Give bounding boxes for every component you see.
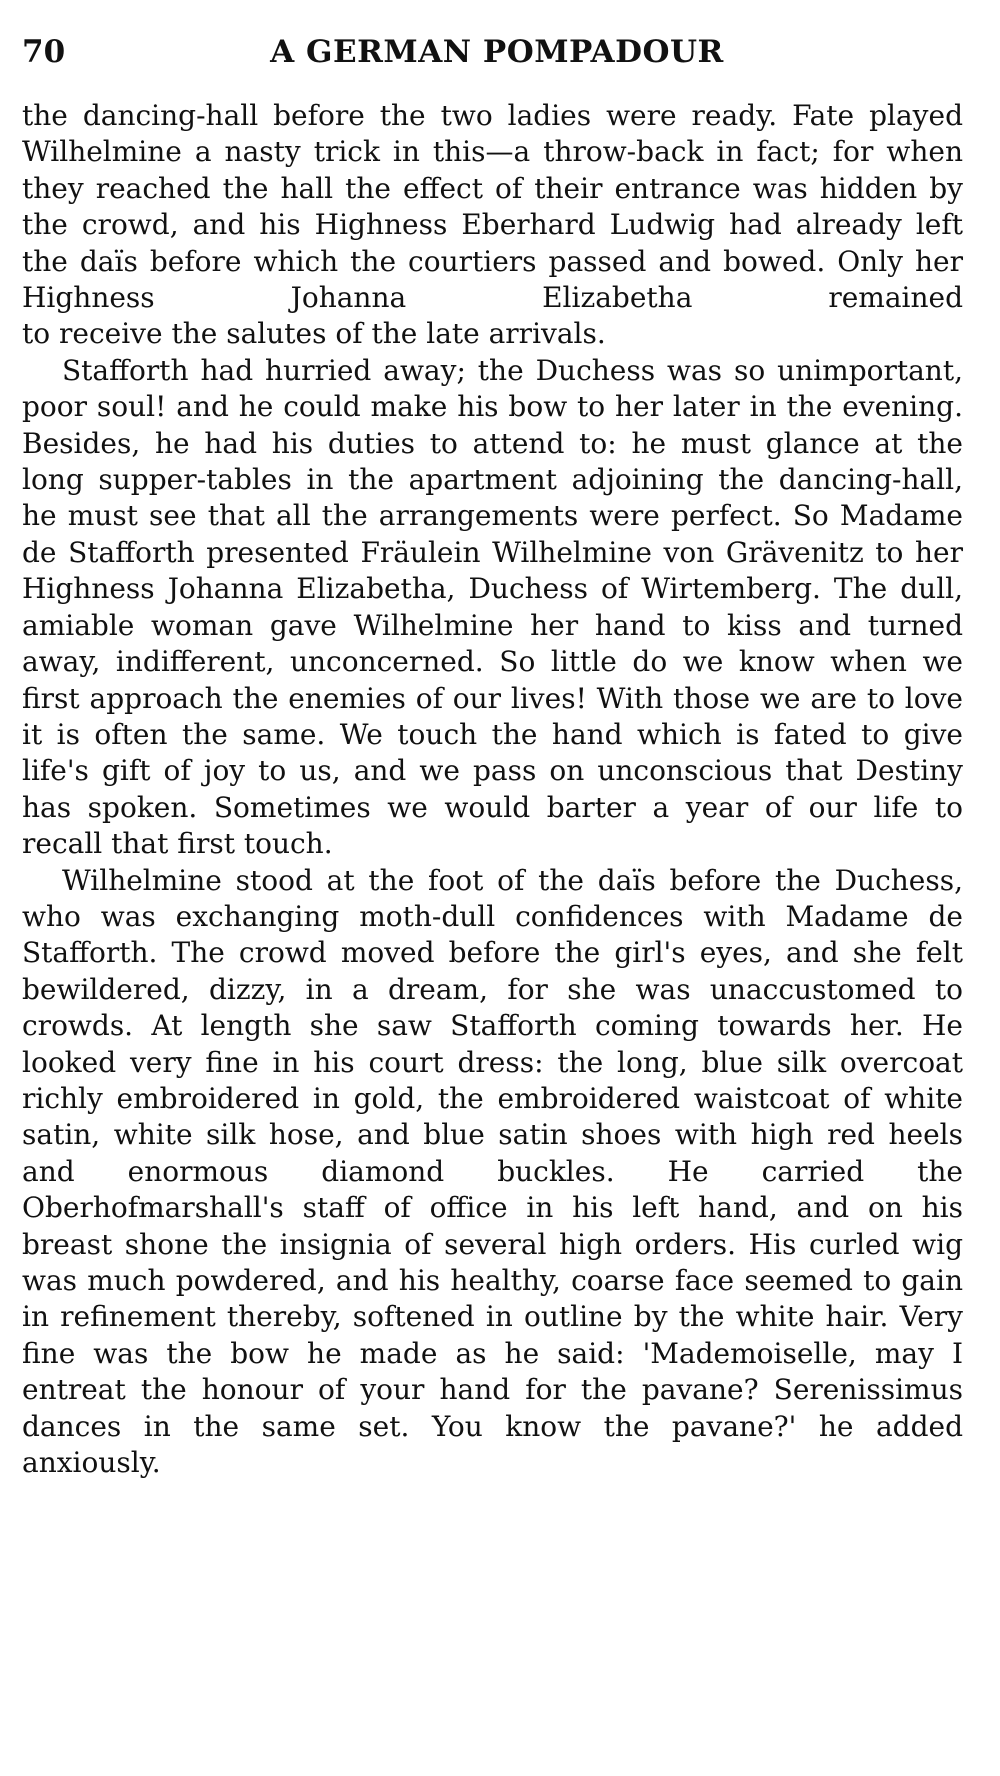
paragraph-3-text: Wilhelmine stood at the foot of the daïs before the Duchess, who was exchanging moth-dull confidences with Madame de Stafforth. The crowd moved before the girl's eyes, and she felt bewildered, dizzy, in a dream, for she was unaccustomed to crowds. At length she saw Stafforth coming towards her. He looked very fine in his court dress: the long, blue silk overcoat richly embroidered in gold, the embroidered waistcoat of white satin, white silk hose, and blue satin shoes with high red heels and enormous diamond buckles. He carried the Oberhofmarshall's staff of office in his left hand, and on his breast shone the insignia of several high orders. His curled wig was much powdered, and his healthy, coarse face seemed to gain in refinement thereby, softened in outline by the white hair. Very fine was the bow he made as he said: 'Mademoiselle, may I entreat the honour of your hand for the pavane? Serenissimus dances in the same set. You know the pavane?' he added anxiously. bbox=[22, 863, 963, 1480]
running-title: A GERMAN POMPADOUR bbox=[270, 34, 724, 70]
paragraph-1-end: to receive the salutes of the late arrivals. bbox=[22, 317, 606, 351]
page-header bbox=[22, 30, 962, 80]
paragraph-2-text: Stafforth had hurried away; the Duchess was so unimportant, poor soul! and he could make his bow to her later in the evening. Besides, he had his duties to attend to: he must glance at the long supper-tables in the apartment adjoining the dancing-hall, he must see that all the arrangements were perfect. So Madame de Stafforth presented Fräulein Wilhelmine von Grävenitz to her Highness Johanna Elizabetha, Duchess of Wirtemberg. The dull, amiable woman gave Wilhelmine her hand to kiss and turned away, indifferent, unconcerned. So little do we know when we first approach the enemies of our lives! With those we are to love it is often the same. We touch the hand which is fated to give life's gift of joy to us, and we pass on unconscious that Destiny has spoken. Sometimes we would barter a year of our life to bbox=[22, 353, 963, 824]
paragraph-1-last-line bbox=[22, 316, 963, 352]
paragraph-3 bbox=[22, 863, 963, 1482]
paragraph-2-end: recall that first touch. bbox=[22, 827, 333, 861]
paragraph-2-last-line bbox=[22, 826, 963, 862]
paragraph-1 bbox=[22, 98, 963, 316]
paragraph-2 bbox=[22, 353, 963, 826]
paragraph-1-text: the dancing-hall before the two ladies were ready. Fate played Wilhelmine a nasty trick in this—a throw-back in fact; for when they reached the hall the effect of their entrance was hidden by the crowd, and his Highness Eberhard Ludwig had already left the daïs before which the courtiers passed and bowed. Only her Highness Johanna Elizabetha remained bbox=[22, 99, 963, 315]
body-text bbox=[22, 98, 963, 1481]
page-number: 70 bbox=[22, 34, 66, 70]
